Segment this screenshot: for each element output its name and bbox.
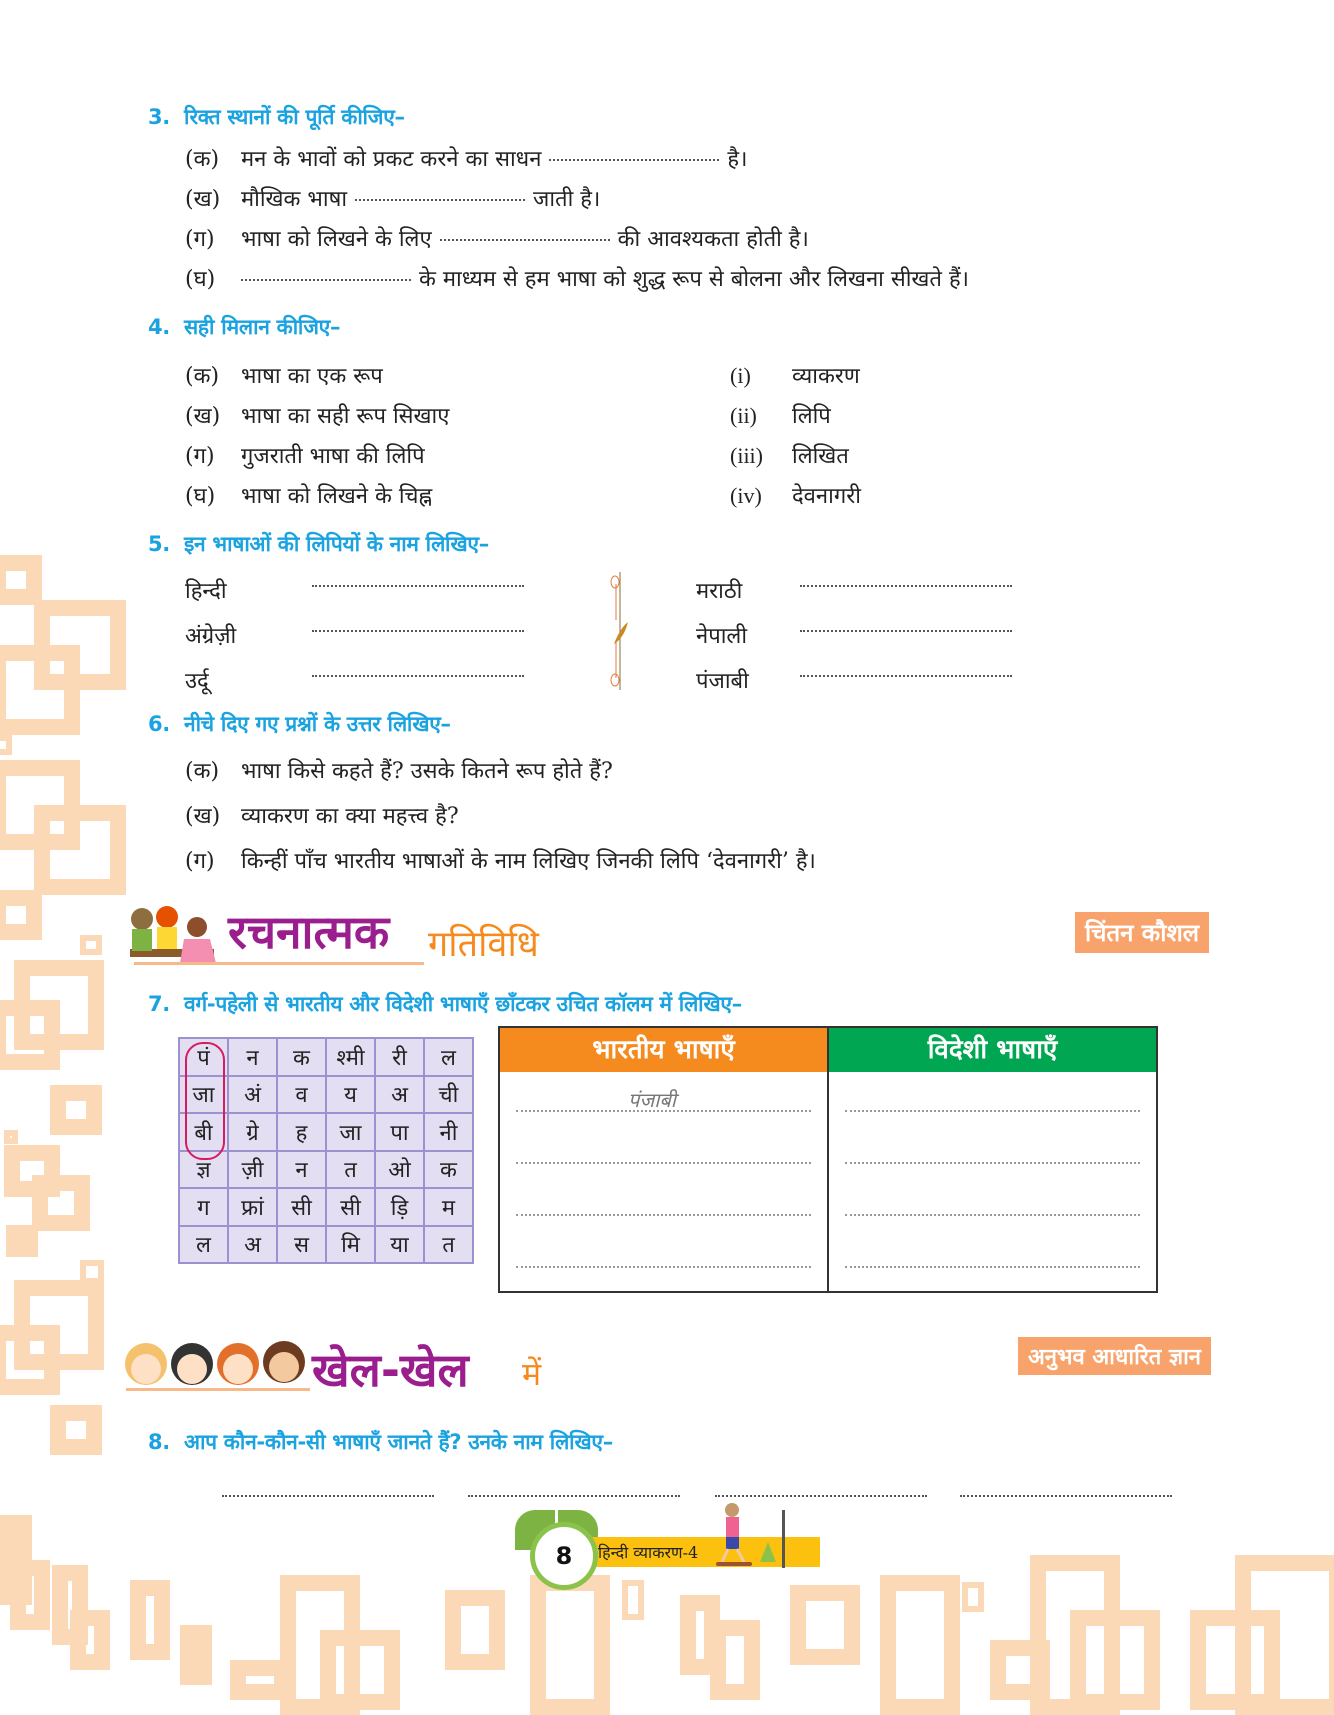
question-number: 5.: [148, 532, 170, 556]
item-text: लिपि: [792, 404, 831, 429]
column-header: भारतीय भाषाएँ: [500, 1028, 827, 1072]
grid-cell[interactable]: सी: [277, 1188, 326, 1226]
grid-cell[interactable]: ज्ञ: [179, 1151, 228, 1189]
item-marker: (घ): [185, 267, 216, 292]
grid-cell[interactable]: क: [277, 1038, 326, 1076]
question-6-heading: [148, 710, 451, 738]
language-label: उर्दू: [185, 669, 209, 694]
indian-languages-column: [500, 1028, 827, 1291]
grid-cell[interactable]: ल: [179, 1226, 228, 1264]
item-marker: (ख): [185, 404, 221, 429]
language-label: पंजाबी: [696, 669, 749, 694]
question-title: रिक्त स्थानों की पूर्ति कीजिए–: [184, 105, 405, 129]
grid-cell[interactable]: य: [326, 1076, 375, 1114]
grid-cell[interactable]: अं: [228, 1076, 277, 1114]
grid-cell[interactable]: श्मी: [326, 1038, 375, 1076]
grid-cell[interactable]: या: [375, 1226, 424, 1264]
answer-table: [498, 1026, 1158, 1293]
answer-line[interactable]: [845, 1162, 1140, 1164]
item-marker: (घ): [185, 484, 216, 509]
grid-cell[interactable]: ग: [179, 1188, 228, 1226]
fill-blank-item: [185, 183, 600, 213]
answer-field[interactable]: [715, 1495, 927, 1497]
match-right-item[interactable]: [730, 440, 849, 470]
item-marker: (ग): [185, 227, 215, 252]
highlight-oval: [185, 1042, 225, 1160]
banner-underline: [134, 962, 424, 965]
item-marker: (ग): [185, 444, 215, 469]
match-left-item[interactable]: [185, 360, 383, 390]
item-marker: (i): [730, 363, 751, 388]
fill-blank-item: [185, 263, 969, 293]
answer-field[interactable]: [222, 1495, 434, 1497]
answer-line[interactable]: [516, 1162, 811, 1164]
question-number: 3.: [148, 105, 170, 129]
fill-blank-item: [185, 143, 747, 173]
blank-field[interactable]: [549, 159, 719, 161]
skill-badge: चिंतन कौशल: [1075, 912, 1209, 953]
item-text: किन्हीं पाँच भारतीय भाषाओं के नाम लिखिए जिनकी लिपि ‘देवनागरी’ है।: [241, 849, 816, 874]
grid-cell[interactable]: स: [277, 1226, 326, 1264]
fill-blank-item: [185, 223, 809, 253]
question-3-heading: [148, 103, 405, 131]
item-text: भाषा किसे कहते हैं? उसके कितने रूप होते हैं?: [241, 759, 613, 784]
answer-field[interactable]: [800, 630, 1012, 632]
match-right-item[interactable]: [730, 480, 861, 510]
grid-cell[interactable]: नी: [424, 1113, 473, 1151]
grid-cell[interactable]: अ: [228, 1226, 277, 1264]
question-item: [185, 755, 613, 785]
match-right-item[interactable]: [730, 400, 831, 430]
skill-badge: अनुभव आधारित ज्ञान: [1018, 1337, 1211, 1375]
foreign-languages-column: [827, 1028, 1156, 1291]
answer-field[interactable]: [468, 1495, 680, 1497]
item-marker: (क): [185, 147, 220, 172]
answer-field[interactable]: [312, 630, 524, 632]
item-text: जाती है।: [533, 187, 601, 212]
grid-cell[interactable]: पा: [375, 1113, 424, 1151]
item-marker: (iii): [730, 443, 763, 468]
item-text: भाषा को लिखने के चिह्न: [241, 484, 433, 509]
match-left-item[interactable]: [185, 400, 449, 430]
blank-field[interactable]: [440, 239, 610, 241]
item-marker: (ख): [185, 804, 221, 829]
kids-faces-illustration: [122, 1336, 310, 1394]
grid-cell[interactable]: जा: [326, 1113, 375, 1151]
grid-cell[interactable]: ची: [424, 1076, 473, 1114]
grid-cell[interactable]: क: [424, 1151, 473, 1189]
question-8-heading: [148, 1428, 613, 1456]
grid-cell[interactable]: री: [375, 1038, 424, 1076]
question-title: आप कौन-कौन-सी भाषाएँ जानते हैं? उनके नाम लिखिए–: [184, 1430, 613, 1454]
grid-cell[interactable]: व: [277, 1076, 326, 1114]
match-right-item[interactable]: [730, 360, 860, 390]
answer-field[interactable]: [800, 585, 1012, 587]
grid-cell[interactable]: ल: [424, 1038, 473, 1076]
question-number: 4.: [148, 315, 170, 339]
answer-field[interactable]: [800, 675, 1012, 677]
sample-answer: पंजाबी: [628, 1088, 676, 1112]
match-left-item[interactable]: [185, 480, 432, 510]
language-label: हिन्दी: [185, 579, 227, 604]
question-4-heading: [148, 313, 340, 341]
item-text: भाषा को लिखने के लिए: [241, 227, 432, 252]
answer-line[interactable]: [516, 1266, 811, 1268]
grid-cell[interactable]: बी: [179, 1113, 228, 1151]
item-text: लिखित: [792, 444, 849, 469]
grid-cell[interactable]: जा: [179, 1076, 228, 1114]
grid-cell[interactable]: म: [424, 1188, 473, 1226]
item-text: व्याकरण का क्या महत्त्व है?: [241, 804, 459, 829]
blank-field[interactable]: [355, 199, 525, 201]
item-marker: (ग): [185, 849, 215, 874]
answer-field[interactable]: [960, 1495, 1172, 1497]
question-title: नीचे दिए गए प्रश्नों के उत्तर लिखिए–: [184, 712, 451, 736]
answer-line[interactable]: [516, 1214, 811, 1216]
item-text: मौखिक भाषा: [241, 187, 348, 212]
column-header: विदेशी भाषाएँ: [829, 1028, 1156, 1072]
game-banner-title: खेल-खेल: [312, 1343, 469, 1397]
item-marker: (क): [185, 759, 220, 784]
grid-cell[interactable]: ज़ी: [228, 1151, 277, 1189]
item-text: की आवश्यकता होती है।: [617, 227, 809, 252]
grid-cell[interactable]: त: [326, 1151, 375, 1189]
blank-field[interactable]: [241, 279, 411, 281]
answer-line[interactable]: [845, 1110, 1140, 1112]
grid-cell[interactable]: ह: [277, 1113, 326, 1151]
item-marker: (ii): [730, 403, 757, 428]
grid-cell[interactable]: सी: [326, 1188, 375, 1226]
question-5-heading: [148, 530, 489, 558]
grid-cell[interactable]: त: [424, 1226, 473, 1264]
question-title: इन भाषाओं की लिपियों के नाम लिखिए–: [184, 532, 489, 556]
skateboard-boy-illustration: [710, 1502, 790, 1572]
language-label: मराठी: [696, 579, 743, 604]
question-item: [185, 845, 816, 875]
quill-divider-icon: [610, 572, 630, 690]
question-number: 6.: [148, 712, 170, 736]
language-label: अंग्रेज़ी: [185, 624, 237, 649]
grid-cell[interactable]: फ्रां: [228, 1188, 277, 1226]
page-number: 8: [530, 1522, 598, 1590]
item-marker: (ख): [185, 187, 221, 212]
question-title: सही मिलान कीजिए–: [184, 315, 341, 339]
item-text: व्याकरण: [792, 364, 860, 389]
grid-cell[interactable]: ड़ि: [375, 1188, 424, 1226]
item-marker: (iv): [730, 483, 762, 508]
question-title: वर्ग-पहेली से भारतीय और विदेशी भाषाएँ छाँटकर उचित कॉलम में लिखिए–: [184, 992, 742, 1016]
answer-field[interactable]: [312, 585, 524, 587]
answer-field[interactable]: [312, 675, 524, 677]
question-7-heading: [148, 990, 742, 1018]
question-number: 7.: [148, 992, 170, 1016]
answer-line[interactable]: [845, 1266, 1140, 1268]
item-text: भाषा का सही रूप सिखाए: [241, 404, 450, 429]
activity-banner-subtitle: गतिविधि: [428, 924, 539, 965]
item-text: के माध्यम से हम भाषा को शुद्ध रूप से बोलना और लिखना सीखते हैं।: [419, 267, 969, 292]
grid-cell[interactable]: न: [277, 1151, 326, 1189]
grid-cell[interactable]: ओ: [375, 1151, 424, 1189]
language-label: नेपाली: [696, 624, 748, 649]
item-text: गुजराती भाषा की लिपि: [241, 444, 425, 469]
answer-line[interactable]: [845, 1214, 1140, 1216]
grid-cell[interactable]: ग्रे: [228, 1113, 277, 1151]
match-left-item[interactable]: [185, 440, 425, 470]
grid-cell[interactable]: अ: [375, 1076, 424, 1114]
item-marker: (क): [185, 364, 220, 389]
grid-cell[interactable]: मि: [326, 1226, 375, 1264]
grid-cell[interactable]: पं: [179, 1038, 228, 1076]
question-number: 8.: [148, 1430, 170, 1454]
reading-kids-illustration: [122, 905, 222, 967]
item-text: भाषा का एक रूप: [241, 364, 383, 389]
question-item: [185, 800, 459, 830]
book-title: हिन्दी व्याकरण-4: [598, 1543, 699, 1562]
grid-cell[interactable]: न: [228, 1038, 277, 1076]
item-text: मन के भावों को प्रकट करने का साधन: [241, 147, 542, 172]
item-text: देवनागरी: [792, 484, 861, 509]
activity-banner-title: रचनात्मक: [228, 905, 390, 959]
game-banner-subtitle: में: [522, 1355, 542, 1393]
item-text: है।: [727, 147, 748, 172]
